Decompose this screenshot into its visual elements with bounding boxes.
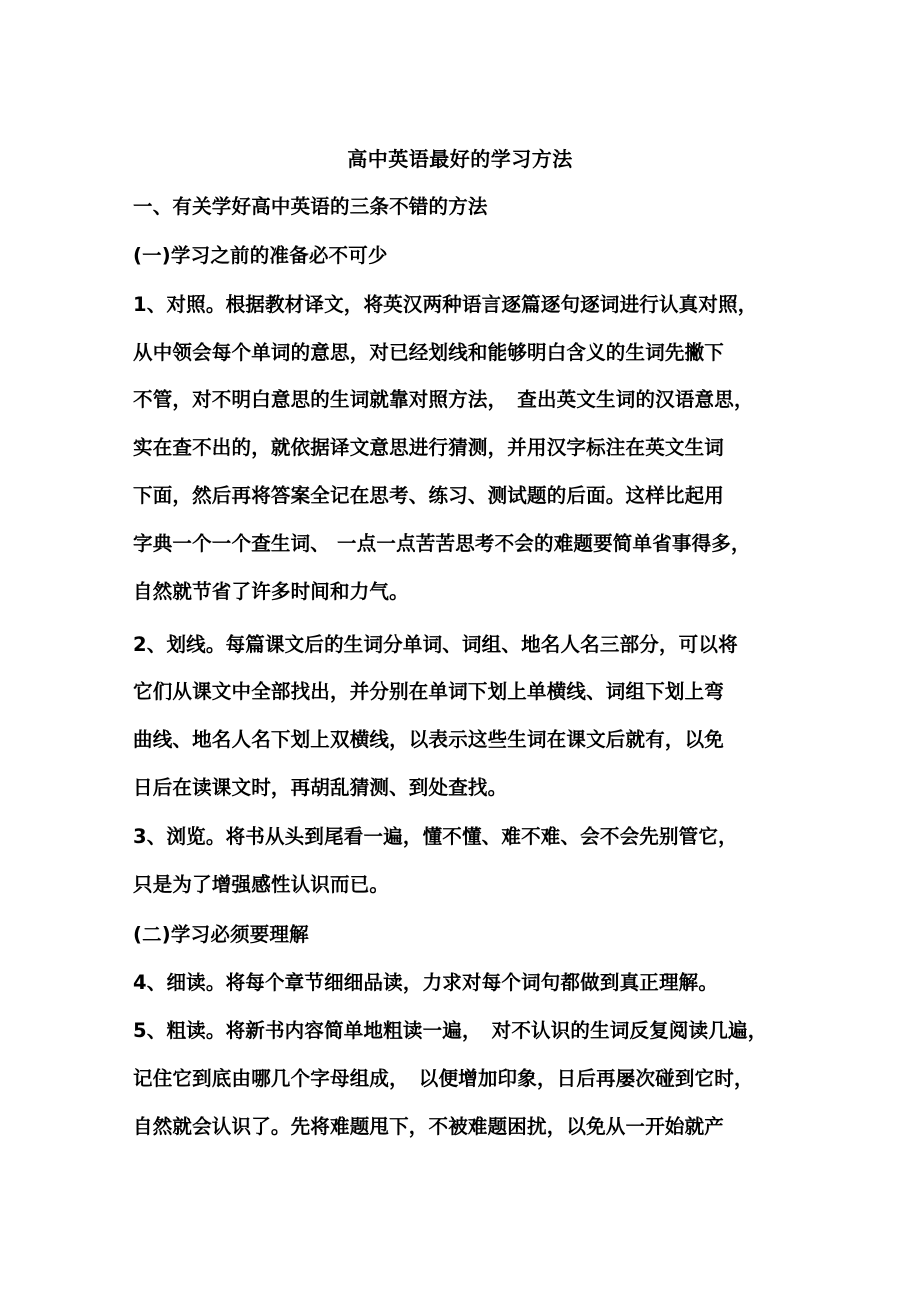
paragraph-line: 记住它到底由哪几个字母组成， 以便增加印象，日后再屡次碰到它时，	[133, 1067, 754, 1090]
paragraph-line: 1、对照。根据教材译文，将英汉两种语言逐篇逐句逐词进行认真对照，	[133, 293, 758, 316]
paragraph-line: 只是为了增强感性认识而已。	[133, 873, 390, 896]
paragraph-line: 曲线、地名人名下划上双横线，以表示这些生词在课文后就有，以免	[133, 728, 725, 751]
paragraph-line: 下面，然后再将答案全记在思考、练习、测试题的后面。这样比起用	[133, 484, 725, 507]
paragraph-line: 日后在读课文时，再胡乱猜测、到处查找。	[133, 776, 508, 799]
paragraph-line: 实在查不出的，就依据译文意思进行猜测，并用汉字标注在英文生词	[133, 436, 725, 459]
paragraph-line: 字典一个一个查生词、 一点一点苦苦思考不会的难题要简单省事得多，	[133, 532, 751, 555]
paragraph-line: 从中领会每个单词的意思，对已经划线和能够明白含义的生词先撇下	[133, 341, 725, 364]
paragraph-line: 2、划线。每篇课文后的生词分单词、词组、地名人名三部分，可以将	[133, 633, 738, 656]
paragraph-line: 不管，对不明白意思的生词就靠对照方法， 查出英文生词的汉语意思，	[133, 388, 754, 411]
section-heading: 一、有关学好高中英语的三条不错的方法	[133, 195, 488, 218]
paragraph-line: 它们从课文中全部找出，并分别在单词下划上单横线、词组下划上弯	[133, 680, 725, 703]
paragraph-line: 自然就节省了许多时间和力气。	[133, 580, 409, 603]
paragraph-line: 4、细读。将每个章节细细品读，力求对每个词句都做到真正理解。	[133, 971, 719, 994]
document-title: 高中英语最好的学习方法	[347, 147, 573, 171]
paragraph-line: 5、粗读。将新书内容简单地粗读一遍， 对不认识的生词反复阅读几遍，	[133, 1019, 768, 1042]
paragraph-line: 3、浏览。将书从头到尾看一遍，懂不懂、难不难、会不会先别管它，	[133, 825, 738, 848]
subsection-heading: (一)学习之前的准备必不可少	[133, 244, 388, 267]
paragraph-line: 自然就会认识了。先将难题甩下，不被难题困扰，以免从一开始就产	[133, 1115, 725, 1138]
subsection-heading: (二)学习必须要理解	[133, 923, 309, 946]
